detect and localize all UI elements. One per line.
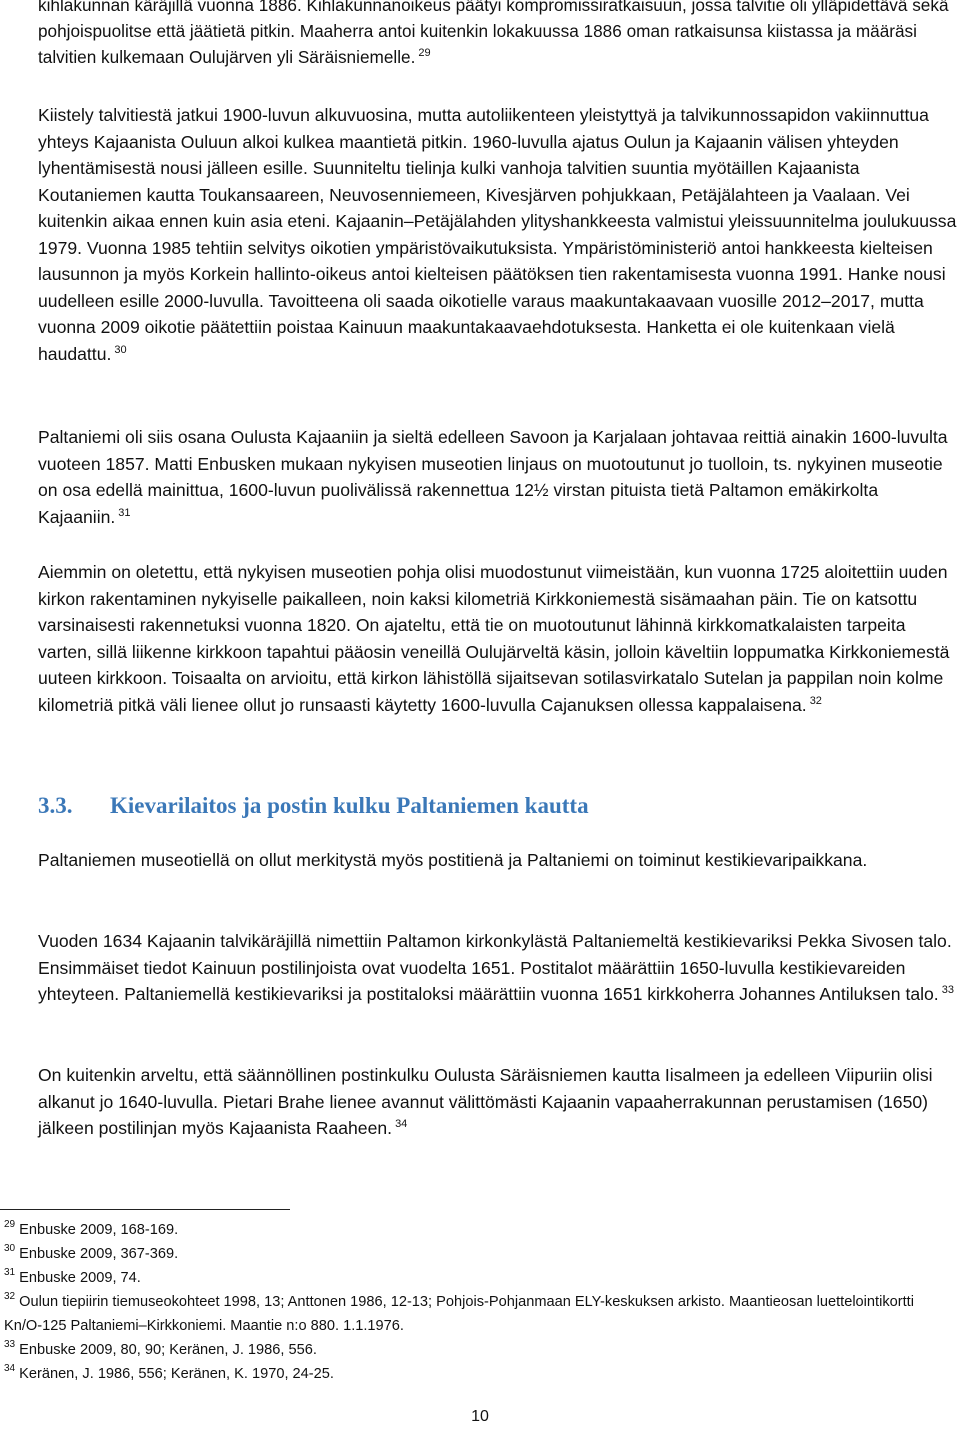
section-heading xyxy=(38,790,938,822)
footnote xyxy=(4,1338,954,1362)
footnotes-list xyxy=(4,1218,954,1386)
footnote-ref[interactable]: 32 xyxy=(809,694,822,707)
footnote-number: 31 xyxy=(4,1267,16,1278)
footnote-ref[interactable]: 31 xyxy=(118,506,131,519)
paragraph xyxy=(38,928,960,1008)
footnote-number: 32 xyxy=(4,1291,16,1302)
footnote-number: 30 xyxy=(4,1243,16,1254)
section-number: 3.3. xyxy=(38,793,73,818)
footnote xyxy=(4,1362,954,1386)
footnote-number: 34 xyxy=(4,1363,16,1374)
footnote-text: Enbuske 2009, 74. xyxy=(19,1270,141,1286)
paragraph-text: kihlakunnan käräjillä vuonna 1886. Kihlakunnanoikeus päätyi kompromissiratkaisuun, jossa talvitie oli ylläpidettävä sekä pohjoispuolitse että jäätietä pitkin. Maaherra antoi kuitenkin lokakuussa 1886 oman ratkaisunsa kiistassa ja määräsi talvitien kulkemaan Oulujärven yli Säräisniemelle. xyxy=(38,0,949,67)
footnote-ref[interactable]: 34 xyxy=(395,1118,408,1130)
footnote-number: 29 xyxy=(4,1219,16,1230)
footnote-text: Enbuske 2009, 80, 90; Keränen, J. 1986, 556. xyxy=(19,1342,317,1358)
footnote-ref[interactable]: 29 xyxy=(418,47,431,59)
paragraph-text: On kuitenkin arveltu, että säännöllinen postinkulku Oulusta Säräisniemen kautta Iisalmeen ja edelleen Viipuriin olisi alkanut jo 1640-luvulla. Pietari Brahe lienee avannut välittömästi Kajaanin vapaaherrakunnan perustamisen (1650) jälkeen postilinjan myös Kajaanista Raaheen. xyxy=(38,1065,933,1138)
footnote xyxy=(4,1218,954,1242)
footnote xyxy=(4,1242,954,1266)
footnote-ref[interactable]: 30 xyxy=(114,343,127,356)
footnote-number: 33 xyxy=(4,1339,16,1350)
page-number: 10 xyxy=(471,1408,489,1425)
paragraph xyxy=(38,559,960,718)
footnote-text: Oulun tiepiirin tiemuseokohteet 1998, 13; Anttonen 1986, 12-13; Pohjois-Pohjanmaan ELY-keskuksen arkisto. Maantieosan luettelointikortti Kn/O-125 Paltaniemi–Kirkkoniemi. Maantie n:o 880. 1.1.1976. xyxy=(4,1294,914,1334)
section-title: Kievarilaitos ja postin kulku Paltaniemen kautta xyxy=(110,793,589,818)
paragraph xyxy=(38,1062,960,1142)
paragraph xyxy=(38,847,960,874)
paragraph-continued xyxy=(38,0,958,70)
footnote xyxy=(4,1290,954,1338)
footnote xyxy=(4,1266,954,1290)
paragraph-text: Aiemmin on oletettu, että nykyisen museotien pohja olisi muodostunut viimeistään, kun vuonna 1725 aloitettiin uuden kirkon rakentaminen nykyiselle paikalleen, noin kaksi kilometriä Kirkkoniemestä sisämaahan päin. Tie on katsottu varsinaisesti rakennetuksi vuonna 1820. On ajateltu, että tie on muotoutunut lähinnä kirkkomatkalaisten tarpeita varten, sillä liikenne kirkkoon tapahtui pääosin veneillä Oulujärveltä käsin, jolloin käveltiin loppumatka Kirkkoniemestä uuteen kirkkoon. Toisaalta on arvioitu, että kirkon lähistöllä sijaitsevan sotilasvirkatalo Sutelan ja pappilan noin kolme kilometriä pitkä väli lienee ollut jo runsaasti käytetty 1600-luvulla Cajanuksen ollessa kappalaisena. xyxy=(38,562,950,715)
paragraph-text: Paltaniemi oli siis osana Oulusta Kajaaniin ja sieltä edelleen Savoon ja Karjalaan johtavaa reittiä ainakin 1600-luvulta vuoteen 1857. Matti Enbusken mukaan nykyisen museotien linjaus on muotoutunut jo tuolloin, ts. nykyinen museotie on osa edellä mainittua, 1600-luvun puolivälissä rakennettua 12½ virstan pituista tietä Paltamon emäkirkolta Kajaaniin. xyxy=(38,427,948,527)
footnote-text: Enbuske 2009, 367-369. xyxy=(19,1246,179,1262)
footnote-ref[interactable]: 33 xyxy=(941,984,954,996)
footnote-text: Enbuske 2009, 168-169. xyxy=(19,1222,179,1238)
paragraph-text: Kiistely talvitiestä jatkui 1900-luvun alkuvuosina, mutta autoliikenteen yleistyttyä ja talvikunnossapidon vakiinnuttua yhteys Kajaanista Ouluun alkoi kulkea maantietä pitkin. 1960-luvulla ajatus Oulun ja Kajaanin välisen yhteyden lyhentämisestä nousi jälleen esille. Suunniteltu tielinja kulki vanhoja talvitien suuntia myötäillen Kajaanista Koutaniemen kautta Toukansaareen, Neuvosenniemeen, Kivesjärven pohjukkaan, Petäjälahteen ja Vaalaan. Vei kuitenkin aikaa ennen kuin asia eteni. Kajaanin–Petäjälahden ylityshankkeesta valmistui yleissuunnitelma joulukuussa 1979. Vuonna 1985 tehtiin selvitys oikotien ympäristövaikutuksista. Ympäristöministeriö antoi hankkeesta kielteisen lausunnon ja myös Korkein hallinto-oikeus antoi kielteisen päätöksen tien rakentamisesta vuonna 1991. Hanke nousi uudelleen esille 2000-luvulla. Tavoitteena oli saada oikotielle varaus maakuntakaavaan vuosille 2012–2017, mutta vuonna 2009 oikotie päätettiin poistaa Kainuun maakuntakaavaehdotuksesta. Hanketta ei ole kuitenkaan vielä haudattu. xyxy=(38,105,957,364)
paragraph xyxy=(38,102,960,367)
footnote-text: Keränen, J. 1986, 556; Keränen, K. 1970, 24-25. xyxy=(19,1366,334,1382)
paragraph-text: Vuoden 1634 Kajaanin talvikäräjillä nimettiin Paltamon kirkonkylästä Paltaniemeltä kestikievariksi Pekka Sivosen talo. Ensimmäiset tiedot Kainuun postilinjoista ovat vuodelta 1651. Postitalot määrättiin 1650-luvulla kestikievareiden yhteyteen. Paltaniemellä kestikievariksi ja postitaloksi määrättiin vuonna 1651 kirkkoherra Johannes Antiluksen talo. xyxy=(38,931,952,1004)
footnote-separator xyxy=(0,1209,290,1210)
paragraph xyxy=(38,424,960,530)
paragraph-text: Paltaniemen museotiellä on ollut merkitystä myös postitienä ja Paltaniemi on toiminut kestikievaripaikkana. xyxy=(38,850,868,870)
